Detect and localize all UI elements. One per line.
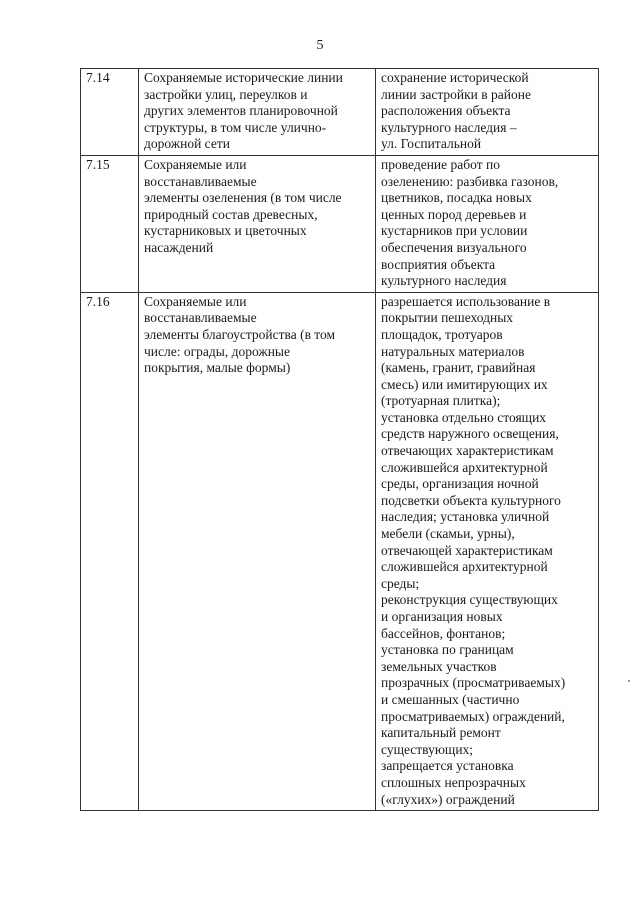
table-row (81, 155, 599, 292)
page-number: 5 (316, 38, 324, 53)
element-name: Сохраняемые или восстанавливаемые элементы озеленения (в том числе природный состав древесных, кустарниковых и цветочных насаждений (144, 156, 342, 255)
requirement-cell (376, 69, 599, 156)
row-number-cell (81, 292, 139, 810)
element-name: Сохраняемые или восстанавливаемые элементы благоустройства (в том числе: ограды, дорожные покрытия, малые формы) (144, 293, 336, 376)
scan-speck (628, 680, 630, 682)
requirement-text: проведение работ по озеленению: разбивка газонов, цветников, посадка новых ценных пород деревьев и кустарников при условии обеспечения визуального восприятия объекта культурного наследия (381, 156, 559, 289)
table-row (81, 69, 599, 156)
requirement-text: сохранение исторической линии застройки в районе расположения объекта культурного наследия – ул. Госпитальной (381, 70, 531, 152)
row-number: 7.14 (86, 70, 110, 85)
element-name-cell (139, 155, 376, 292)
row-number: 7.15 (86, 156, 110, 172)
table-row (81, 292, 599, 810)
requirement-text: разрешается использование в покрытии пешеходных площадок, тротуаров натуральных материалов (камень, гранит, гравийная смесь) или имитирующих их (тротуарная плитка); установка отдельно стоящих средств наружного освещения, отвечающих характеристикам сложившейся архитектурной среды, организация ночной подсветки объекта культурного наследия; установка уличной мебели (скамьи, урны), отвечающей характеристикам сложившейся архитектурной среды; реконструкция существующих и организация новых бассейнов, фонтанов; установка по границам земельных участков прозрачных (просматриваемых) и смешанных (частично просматриваемых) ограждений, капитальный ремонт существующих; запрещается установка сплошных непрозрачных («глухих») ограждений (381, 293, 566, 807)
element-name-cell (139, 69, 376, 156)
element-name-cell (139, 292, 376, 810)
requirement-cell (376, 292, 599, 810)
row-number-cell (81, 155, 139, 292)
regulations-table (80, 68, 599, 811)
row-number: 7.16 (86, 293, 110, 309)
row-number-cell (81, 69, 139, 156)
requirement-cell (376, 155, 599, 292)
element-name: Сохраняемые исторические линии застройки улиц, переулков и других элементов планировочной структуры, в том числе улично- дорожной сети (144, 70, 343, 152)
